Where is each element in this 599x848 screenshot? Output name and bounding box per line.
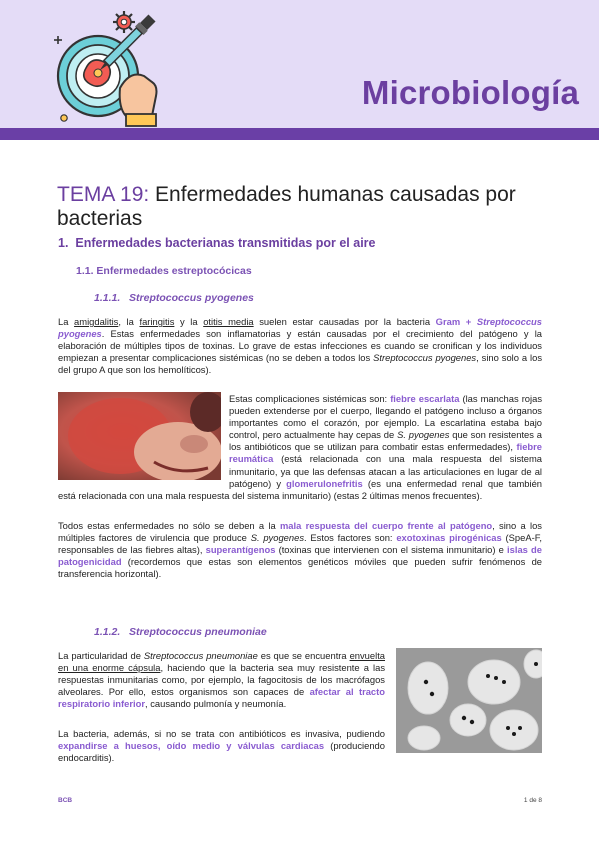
paragraph-complicaciones-run: S. pyogenes (397, 429, 450, 441)
paragraph-pyogenes-intro-run: amigdalitis (74, 316, 119, 327)
title-text: Enfermedades humanas causadas por bacterias (57, 183, 516, 230)
paragraph-pyogenes-intro-run: Streptococcus pyogenes (58, 316, 542, 340)
paragraph-pneumoniae-invasiva (58, 728, 385, 764)
paragraph-complicaciones-run: fiebre reumática (229, 441, 542, 465)
paragraph-pneumoniae-capsula-run: Streptococcus pneumoniae (143, 650, 258, 661)
paragraph-complicaciones-run: (las manchas rojas pueden extenderse por el cuerpo, llegando el patógeno incluso a órganos importantes como el corazón, por ejemplo. La escarlatina estaba bajo control, pero actualmente hay cepas de (229, 393, 543, 441)
paragraph-pyogenes-intro-run: Gram + (435, 316, 477, 327)
paragraph-pneumoniae-capsula-run: , haciendo que la bacteria sea muy resistente a las respuestas inmunitarias como, por ejemplo, la fagocitosis de los macrófagos alveolares. Por ello, estos organismos son capaces de (58, 662, 386, 698)
paragraph-pneumoniae-capsula-run: afectar al tracto respiratorio inferior (58, 686, 385, 710)
wrap-spacer (58, 393, 229, 478)
microscope-petri-dish-icon (48, 6, 176, 130)
paragraph-pyogenes-intro-run: suelen estar causadas por la bacteria (253, 316, 436, 327)
paragraph-complicaciones-run: fiebre escarlata (390, 393, 460, 404)
paragraph-pneumoniae-invasiva-run: expandirse a huesos, oído medio y válvulas cardiacas (58, 740, 325, 752)
subject-title: Microbiología (361, 74, 579, 111)
paragraph-factores-virulencia-run: , sino a los múltiples factores de virulencia que produce (58, 520, 542, 544)
paragraph-factores-virulencia-run: (toxinas que intervienen con el sistema inmunitario) e (275, 544, 508, 556)
paragraph-factores-virulencia-run: (recordemos que estas son elementos genéticos móviles que pueden sufrir fenómenos de transferencia horizontal). (58, 556, 542, 580)
paragraph-factores-virulencia-run: islas de patogenicidad (58, 544, 542, 568)
paragraph-pyogenes-intro-run: Streptococcus pyogenes (373, 352, 477, 364)
paragraph-complicaciones-run: glomerulonefritis (286, 477, 363, 489)
paragraph-pyogenes-intro-run: y la (174, 316, 204, 327)
page-number: 1 de 8 (523, 797, 542, 804)
paragraph-pyogenes-intro-run: La (58, 316, 75, 327)
paragraph-pyogenes-intro-run: , sino solo a los del grupo A que son los hemolíticos). (58, 352, 543, 376)
paragraph-pyogenes-intro-run: faringitis (139, 316, 175, 327)
paragraph-pyogenes-intro-run: otitis media (203, 316, 254, 327)
footer-left: BCB (58, 797, 73, 804)
paragraph-pyogenes-intro-run: , la (118, 316, 140, 327)
section-heading-1-1-1: 1.1.1. Streptococcus pyogenes (94, 292, 254, 304)
paragraph-factores-virulencia-run: exotoxinas pirogénicas (396, 532, 502, 544)
paragraph-pyogenes-intro (58, 316, 542, 376)
paragraph-pneumoniae-invasiva-run: (produciendo endocarditis). (58, 740, 385, 764)
paragraph-factores-virulencia-run: . Estos factores son: (304, 532, 397, 544)
paragraph-pneumoniae-capsula (58, 650, 385, 710)
paragraph-pneumoniae-capsula-run: envuelta en una enorme cápsula (58, 650, 386, 674)
section-heading-1-1-2: 1.1.2. Streptococcus pneumoniae (94, 626, 267, 638)
paragraph-pneumoniae-invasiva-run: La bacteria, además, si no se trata con antibióticos es invasiva, pudiendo (58, 728, 385, 739)
gear-icon (113, 11, 135, 33)
paragraph-pyogenes-intro-run: . Estas enfermedades son inflamatorias y están causadas por el crecimiento del patógeno y la elaboración de múltiples tipos de toxinas. Lo grave de estas infecciones es cuando se cronifican y los individuos empiezan a presentar complicaciones sistémicas (no se deben a todos los (58, 328, 542, 364)
pneumococcus-micrograph (396, 648, 542, 753)
paragraph-complicaciones-run: (está relacionada con una mala respuesta del sistema inmunitario, ya que las defensas atacan a las articulaciones en lugar de al patógeno) y (229, 453, 542, 489)
paragraph-complicaciones-run: (es una enfermedad renal que también está relacionada con una mala respuesta del sistema inmunitario) (estas 2 últimas menos frecuentes). (58, 477, 542, 501)
paragraph-factores-virulencia-run: Todos estas enfermedades no sólo se deben a la (58, 520, 280, 531)
paragraph-factores-virulencia-run: S. pyogenes (250, 532, 305, 544)
section-heading-1: 1. Enfermedades bacterianas transmitidas por el aire (58, 236, 376, 250)
paragraph-complicaciones (58, 393, 542, 502)
paragraph-factores-virulencia-run: (SpeA-F, responsables de las fiebres altas), (58, 532, 543, 556)
paragraph-factores-virulencia-run: mala respuesta del cuerpo frente al patógeno (279, 520, 493, 531)
paragraph-complicaciones-run: Estas complicaciones sistémicas son: (229, 393, 391, 404)
paragraph-pneumoniae-capsula-run: , causando pulmonía y neumonía. (145, 698, 287, 710)
paragraph-factores-virulencia (58, 520, 542, 580)
paragraph-pneumoniae-capsula-run: es que se encuentra (257, 650, 350, 661)
section-heading-1-1: 1.1. Enfermedades estreptocócicas (76, 265, 252, 277)
paragraph-pneumoniae-capsula-run: La particularidad de (58, 650, 144, 661)
paragraph-complicaciones-run: que son resistentes a los antibióticos que se utilizan para combatir estas enfermedades), (229, 429, 542, 453)
paragraph-factores-virulencia-run: superantígenos (205, 544, 276, 556)
title-prefix: TEMA 19: (57, 183, 150, 206)
page-title (57, 183, 599, 231)
